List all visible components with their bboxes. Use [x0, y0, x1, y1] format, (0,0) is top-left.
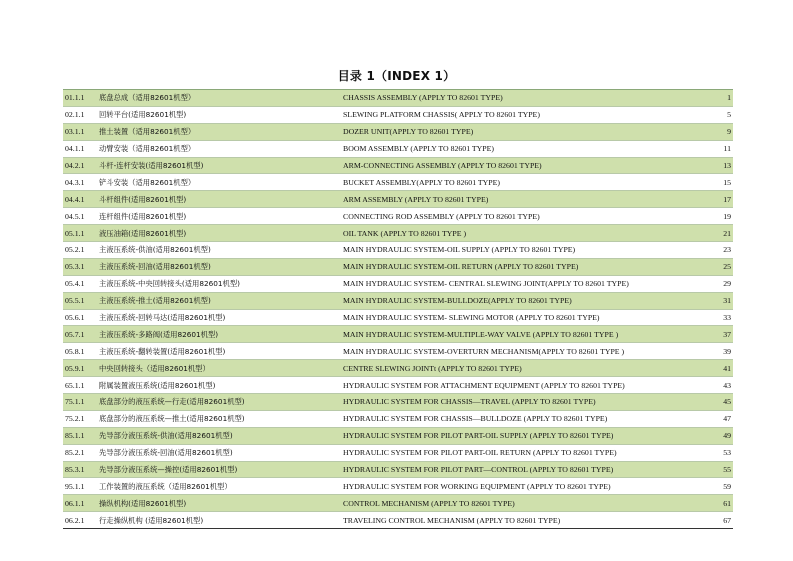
- section-code: 95.1.1: [63, 478, 99, 495]
- section-code: 05.7.1: [63, 326, 99, 343]
- index-row: [63, 292, 733, 309]
- page-number: 25: [711, 258, 733, 275]
- index-table: [63, 89, 733, 529]
- chinese-title: 主液压系统-回转马达(适用82601机型): [99, 309, 343, 326]
- section-code: 04.4.1: [63, 191, 99, 208]
- section-code: 06.1.1: [63, 495, 99, 512]
- chinese-title: 动臂安装（适用82601机型）: [99, 140, 343, 157]
- chinese-title: 斗杆组件(适用82601机型): [99, 191, 343, 208]
- english-title: HYDRAULIC SYSTEM FOR PILOT PART-OIL SUPPLY (APPLY TO 82601 TYPE): [343, 427, 711, 444]
- chinese-title: 先导部分液压系统-供油(适用82601机型): [99, 427, 343, 444]
- chinese-title: 主液压系统-中央回转接头(适用82601机型): [99, 275, 343, 292]
- page-title: 目录 1（INDEX 1）: [337, 69, 456, 83]
- english-title: MAIN HYDRAULIC SYSTEM-OVERTURN MECHANISM(APPLY TO 82601 TYPE ): [343, 343, 711, 360]
- page-number: 17: [711, 191, 733, 208]
- index-row: [63, 275, 733, 292]
- index-row: [63, 242, 733, 259]
- english-title: CONTROL MECHANISM (APPLY TO 82601 TYPE): [343, 495, 711, 512]
- english-title: CONNECTING ROD ASSEMBLY (APPLY TO 82601 TYPE): [343, 208, 711, 225]
- chinese-title: 底盘总成（适用82601机型）: [99, 90, 343, 107]
- page-number: 49: [711, 427, 733, 444]
- index-row: [63, 123, 733, 140]
- section-code: 05.6.1: [63, 309, 99, 326]
- page-number: 33: [711, 309, 733, 326]
- chinese-title: 操纵机构(适用82601机型): [99, 495, 343, 512]
- english-title: HYDRAULIC SYSTEM FOR CHASSIS—TRAVEL (APPLY TO 82601 TYPE): [343, 394, 711, 411]
- section-code: 04.2.1: [63, 157, 99, 174]
- english-title: ARM ASSEMBLY (APPLY TO 82601 TYPE): [343, 191, 711, 208]
- section-code: 05.3.1: [63, 258, 99, 275]
- index-row: [63, 309, 733, 326]
- page-number: 29: [711, 275, 733, 292]
- english-title: MAIN HYDRAULIC SYSTEM-OIL SUPPLY (APPLY TO 82601 TYPE): [343, 242, 711, 259]
- section-code: 05.4.1: [63, 275, 99, 292]
- chinese-title: 斗杆-连杆安装(适用82601机型): [99, 157, 343, 174]
- page-number: 37: [711, 326, 733, 343]
- section-code: 03.1.1: [63, 123, 99, 140]
- section-code: 75.1.1: [63, 394, 99, 411]
- chinese-title: 先导部分液压系统-回油(适用82601机型): [99, 444, 343, 461]
- english-title: TRAVELING CONTROL MECHANISM (APPLY TO 82601 TYPE): [343, 512, 711, 529]
- page-number: 1: [711, 90, 733, 107]
- section-code: 85.3.1: [63, 461, 99, 478]
- chinese-title: 铲斗安装（适用82601机型）: [99, 174, 343, 191]
- page-number: 61: [711, 495, 733, 512]
- english-title: OIL TANK (APPLY TO 82601 TYPE ): [343, 225, 711, 242]
- index-row: [63, 478, 733, 495]
- chinese-title: 底盘部分的液压系统—行走(适用82601机型): [99, 394, 343, 411]
- chinese-title: 连杆组件(适用82601机型): [99, 208, 343, 225]
- section-code: 05.2.1: [63, 242, 99, 259]
- page-number: 5: [711, 106, 733, 123]
- chinese-title: 主液压系统-供油(适用82601机型): [99, 242, 343, 259]
- english-title: HYDRAULIC SYSTEM FOR ATTACHMENT EQUIPMENT (APPLY TO 82601 TYPE): [343, 377, 711, 394]
- page-number: 21: [711, 225, 733, 242]
- chinese-title: 主液压系统-回油(适用82601机型): [99, 258, 343, 275]
- index-row: [63, 174, 733, 191]
- index-row: [63, 512, 733, 529]
- section-code: 02.1.1: [63, 106, 99, 123]
- page-number: 59: [711, 478, 733, 495]
- chinese-title: 推土装置（适用82601机型）: [99, 123, 343, 140]
- english-title: MAIN HYDRAULIC SYSTEM-BULLDOZE(APPLY TO 82601 TYPE): [343, 292, 711, 309]
- chinese-title: 主液压系统-翻转装置(适用82601机型): [99, 343, 343, 360]
- section-code: 75.2.1: [63, 410, 99, 427]
- section-code: 05.9.1: [63, 360, 99, 377]
- english-title: MAIN HYDRAULIC SYSTEM-OIL RETURN (APPLY TO 82601 TYPE): [343, 258, 711, 275]
- section-code: 01.1.1: [63, 90, 99, 107]
- page-number: 67: [711, 512, 733, 529]
- index-row: [63, 157, 733, 174]
- section-code: 85.1.1: [63, 427, 99, 444]
- english-title: HYDRAULIC SYSTEM FOR PILOT PART—CONTROL (APPLY TO 82601 TYPE): [343, 461, 711, 478]
- page-number: 43: [711, 377, 733, 394]
- english-title: ARM-CONNECTING ASSEMBLY (APPLY TO 82601 TYPE): [343, 157, 711, 174]
- page-number: 19: [711, 208, 733, 225]
- section-code: 04.5.1: [63, 208, 99, 225]
- english-title: MAIN HYDRAULIC SYSTEM-MULTIPLE-WAY VALVE (APPLY TO 82601 TYPE ): [343, 326, 711, 343]
- page-number: 55: [711, 461, 733, 478]
- chinese-title: 工作装置的液压系统（适用82601机型）: [99, 478, 343, 495]
- page-number: 53: [711, 444, 733, 461]
- page-number: 45: [711, 394, 733, 411]
- page-number: 11: [711, 140, 733, 157]
- section-code: 05.5.1: [63, 292, 99, 309]
- page-number: 41: [711, 360, 733, 377]
- section-code: 85.2.1: [63, 444, 99, 461]
- index-row: [63, 377, 733, 394]
- english-title: HYDRAULIC SYSTEM FOR PILOT PART-OIL RETURN (APPLY TO 82601 TYPE): [343, 444, 711, 461]
- page-number: 31: [711, 292, 733, 309]
- chinese-title: 中央回转接头（适用82601机型）: [99, 360, 343, 377]
- section-code: 05.1.1: [63, 225, 99, 242]
- english-title: SLEWING PLATFORM CHASSIS( APPLY TO 82601 TYPE): [343, 106, 711, 123]
- page-number: 47: [711, 410, 733, 427]
- chinese-title: 液压油箱(适用82601机型): [99, 225, 343, 242]
- chinese-title: 行走操纵机构 (适用82601机型): [99, 512, 343, 529]
- index-row: [63, 495, 733, 512]
- chinese-title: 回转平台(适用82601机型): [99, 106, 343, 123]
- page-number: 39: [711, 343, 733, 360]
- english-title: BUCKET ASSEMBLY(APPLY TO 82601 TYPE): [343, 174, 711, 191]
- page-number: 15: [711, 174, 733, 191]
- index-row: [63, 208, 733, 225]
- index-row: [63, 461, 733, 478]
- english-title: CHASSIS ASSEMBLY (APPLY TO 82601 TYPE): [343, 90, 711, 107]
- english-title: MAIN HYDRAULIC SYSTEM- CENTRAL SLEWING JOINT(APPLY TO 82601 TYPE): [343, 275, 711, 292]
- english-title: DOZER UNIT(APPLY TO 82601 TYPE): [343, 123, 711, 140]
- english-title: HYDRAULIC SYSTEM FOR WORKING EQUIPMENT (APPLY TO 82601 TYPE): [343, 478, 711, 495]
- index-row: [63, 90, 733, 107]
- english-title: MAIN HYDRAULIC SYSTEM- SLEWING MOTOR (APPLY TO 82601 TYPE): [343, 309, 711, 326]
- index-row: [63, 191, 733, 208]
- index-row: [63, 140, 733, 157]
- index-row: [63, 106, 733, 123]
- chinese-title: 主液压系统-多路阀(适用82601机型): [99, 326, 343, 343]
- chinese-title: 底盘部分的液压系统—推土(适用82601机型): [99, 410, 343, 427]
- english-title: HYDRAULIC SYSTEM FOR CHASSIS—BULLDOZE (APPLY TO 82601 TYPE): [343, 410, 711, 427]
- index-row: [63, 343, 733, 360]
- index-row: [63, 394, 733, 411]
- page-number: 23: [711, 242, 733, 259]
- section-code: 65.1.1: [63, 377, 99, 394]
- chinese-title: 先导部分液压系统—操控(适用82601机型): [99, 461, 343, 478]
- index-table-body: [63, 90, 733, 529]
- chinese-title: 主液压系统-推土(适用82601机型): [99, 292, 343, 309]
- index-row: [63, 258, 733, 275]
- section-code: 04.3.1: [63, 174, 99, 191]
- index-row: [63, 225, 733, 242]
- page-number: 9: [711, 123, 733, 140]
- section-code: 06.2.1: [63, 512, 99, 529]
- index-row: [63, 360, 733, 377]
- index-row: [63, 427, 733, 444]
- section-code: 05.8.1: [63, 343, 99, 360]
- chinese-title: 附属装置液压系统(适用82601机型): [99, 377, 343, 394]
- page-number: 13: [711, 157, 733, 174]
- english-title: CENTRE SLEWING JOINTt (APPLY TO 82601 TYPE): [343, 360, 711, 377]
- section-code: 04.1.1: [63, 140, 99, 157]
- index-row: [63, 410, 733, 427]
- index-row: [63, 444, 733, 461]
- english-title: BOOM ASSEMBLY (APPLY TO 82601 TYPE): [343, 140, 711, 157]
- index-row: [63, 326, 733, 343]
